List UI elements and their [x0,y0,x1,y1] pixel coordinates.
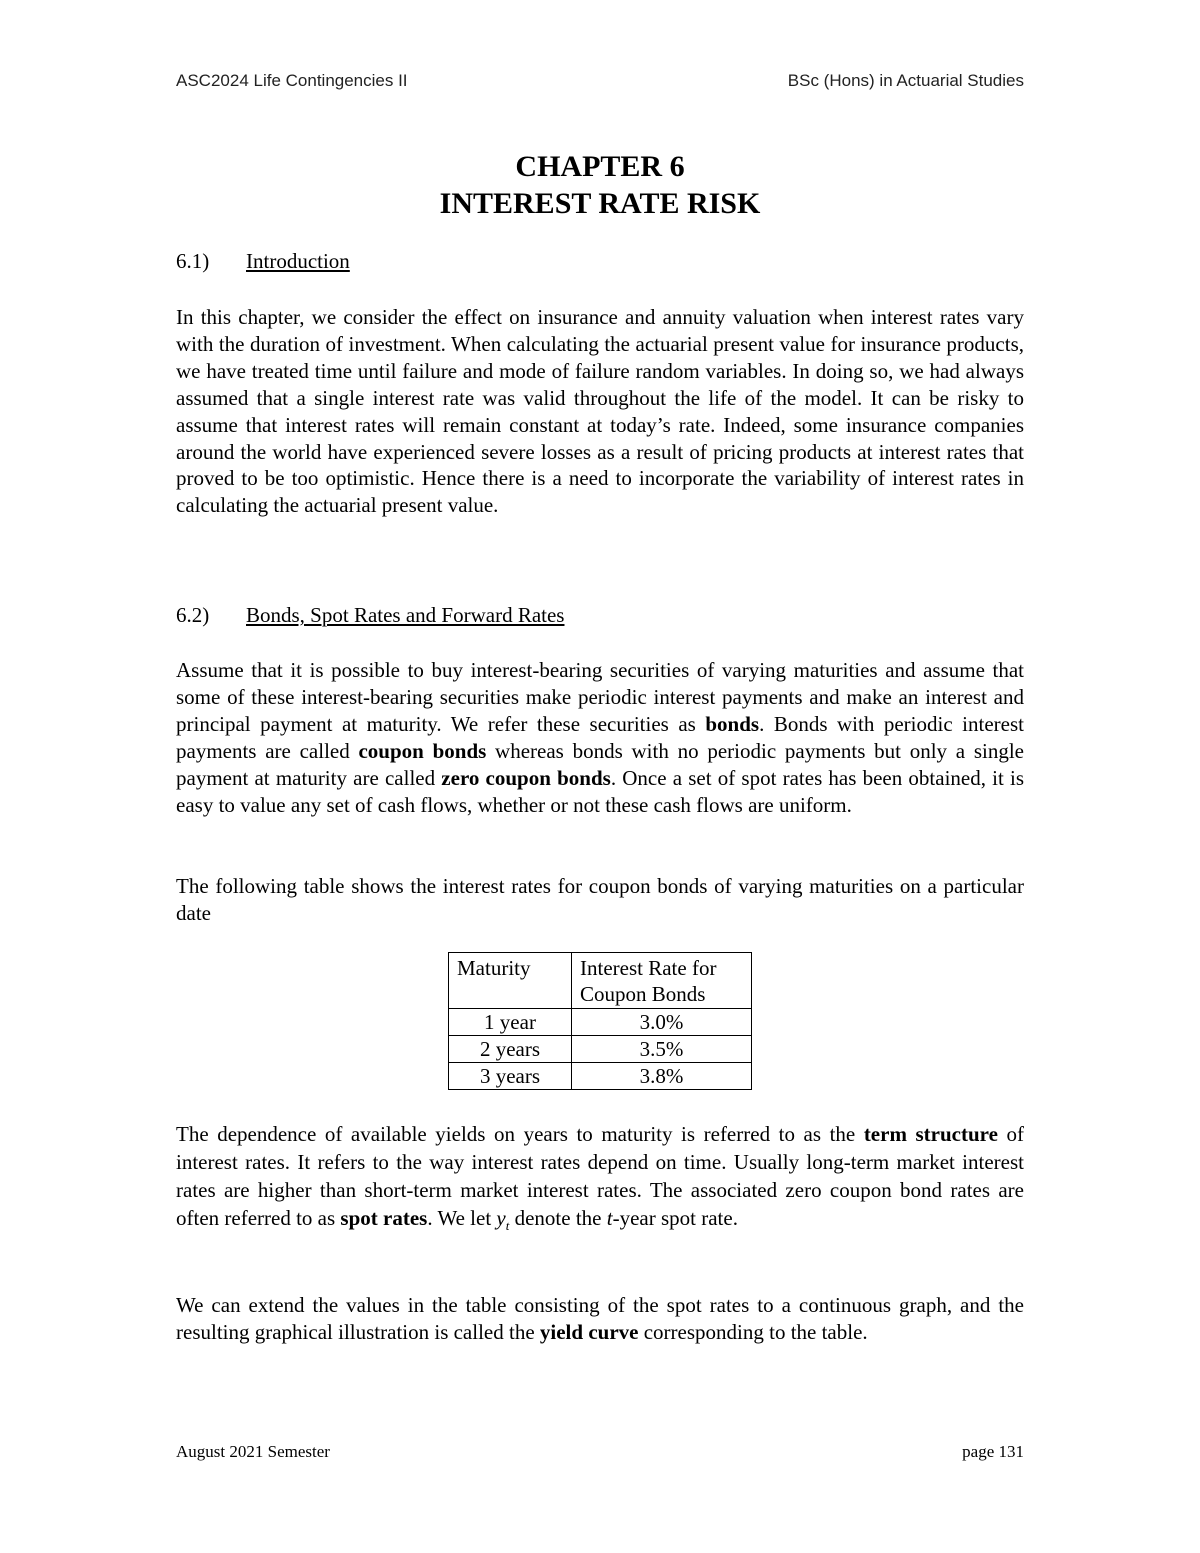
yield-curve-paragraph: We can extend the values in the table consisting of the spot rates to a continuous graph, and the resulting graphical illustration is called the yield curve corresponding to the table. [176,1293,1024,1344]
term-term-structure: term structure [863,1122,998,1146]
rate-cell: 3.0% [572,1009,752,1036]
running-header-course: ASC2024 Life Contingencies II [176,71,408,90]
time-variable: t [606,1206,613,1230]
section-heading-bonds [176,603,564,628]
section-heading-introduction [176,249,350,274]
term-spot-rates: spot rates [340,1206,428,1230]
table-row [449,1063,752,1090]
section-number: 6.2) [176,603,210,627]
chapter-number: CHAPTER 6 [515,150,685,183]
footer-semester: August 2021 Semester [176,1442,330,1461]
introduction-paragraph: In this chapter, we consider the effect on insurance and annuity valuation when interest rates vary with the duration of investment. When calculating the actuarial present value for insurance products, we have treated time until failure and mode of failure random variables. In doing so, we had always assumed that a single interest rate was valid throughout the life of the model. It can be risky to assume that interest rates will remain constant at today’s rate. Indeed, some insurance companies around the world have experienced severe losses as a result of pricing products at interest rates that proved to be too optimistic. Hence there is a need to incorporate the variability of interest rates in calculating the actuarial present value. [176,305,1024,518]
section-number: 6.1) [176,249,210,273]
footer-page-number: page 131 [962,1442,1024,1461]
column-header-interest-rate: Interest Rate for Coupon Bonds [572,953,752,1009]
rate-cell: 3.8% [572,1063,752,1090]
running-header-programme: BSc (Hons) in Actuarial Studies [787,71,1024,90]
chapter-title: INTEREST RATE RISK [439,187,761,220]
term-coupon-bonds: coupon bonds [358,738,487,763]
section-title: Bonds, Spot Rates and Forward Rates [246,603,565,627]
coupon-rates-table [448,952,752,1090]
bonds-paragraph: Assume that it is possible to buy interest-bearing securities of varying maturities and assume that some of these interest-bearing securities make periodic interest payments and make an interest and principal payment at maturity. We refer these securities as bonds. Bonds with periodic interest payments are called coupon bonds whereas bonds with no periodic payments but only a single payment at maturity are called zero coupon bonds. Once a set of spot rates has been obtained, it is easy to value any set of cash flows, whether or not these cash flows are uniform. [176,658,1025,817]
maturity-cell: 3 years [449,1063,572,1090]
table-row [449,1009,752,1036]
term-structure-paragraph: The dependence of available yields on years to maturity is referred to as the term structure of interest rates. It refers to the way interest rates depend on time. Usually long-term market interest rates are higher than short-term market interest rates. The associated zero coupon bond rates are often referred to as spot rates. We let $y_t$ denote the t-year spot rate. [176,1122,1024,1234]
column-header-maturity: Maturity [449,953,572,1009]
term-yield-curve: yield curve [539,1319,639,1344]
maturity-cell: 2 years [449,1036,572,1063]
spot-rate-symbol: $y_t$ [496,1206,510,1234]
maturity-cell: 1 year [449,1009,572,1036]
rate-cell: 3.5% [572,1036,752,1063]
term-bonds: bonds [705,711,760,736]
table-header-row [449,953,752,1009]
table-row [449,1036,752,1063]
table-intro-paragraph: The following table shows the interest rates for coupon bonds of varying maturities on a particular date [176,874,1024,925]
section-title: Introduction [246,249,350,273]
term-zero-coupon-bonds: zero coupon bonds [441,765,611,790]
